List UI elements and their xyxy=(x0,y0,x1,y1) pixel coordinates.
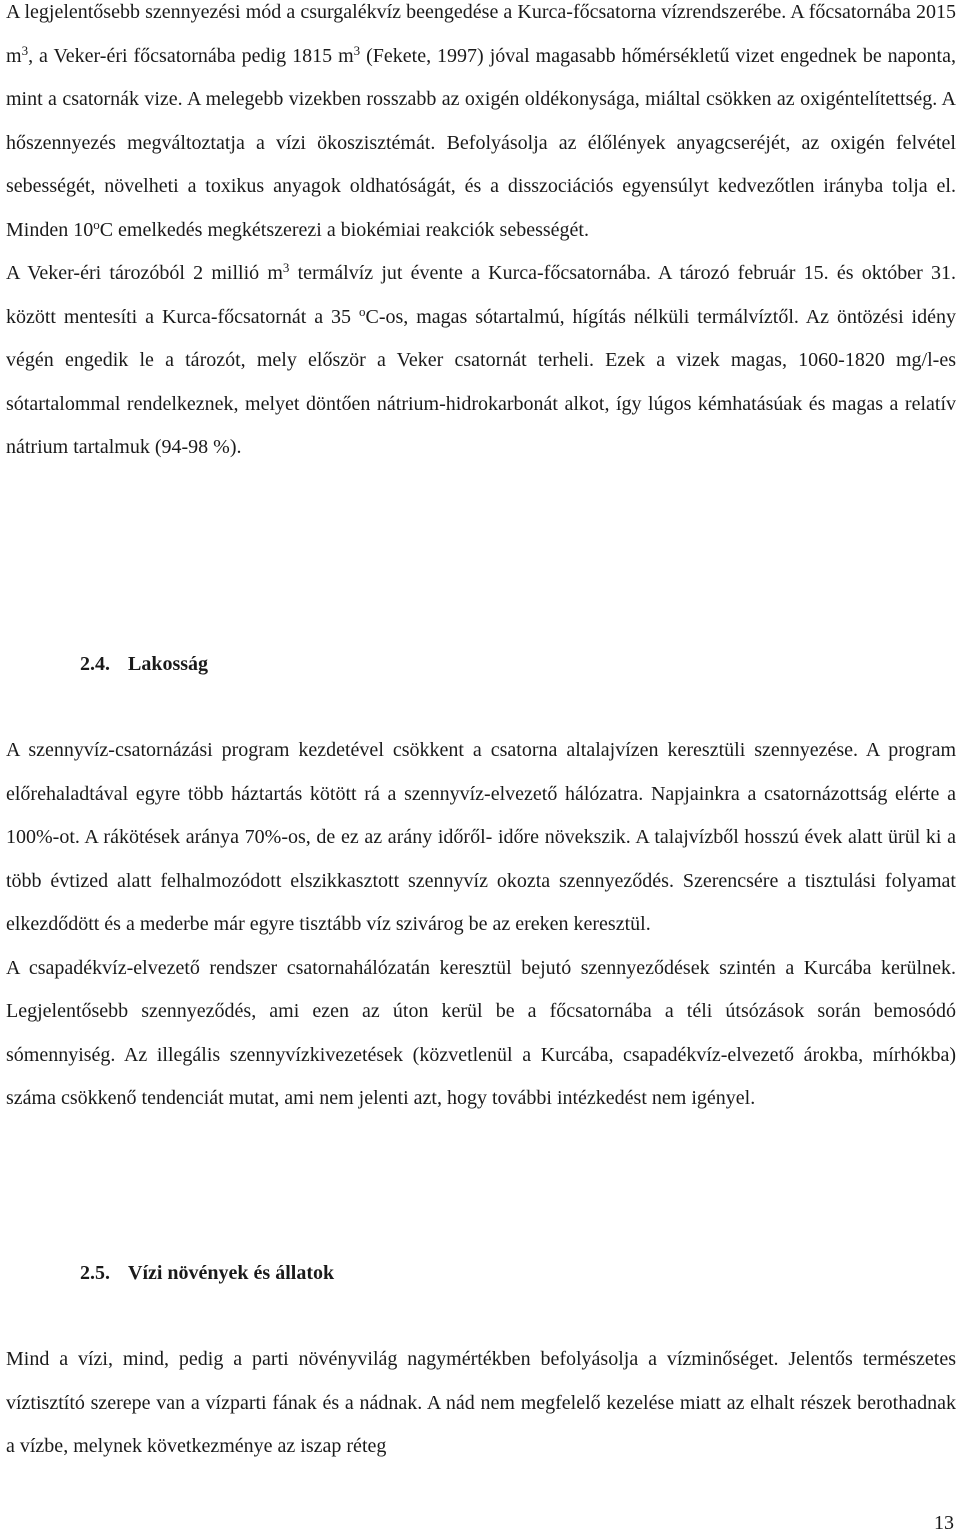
superscript: o xyxy=(358,303,366,319)
text-run: , a Veker-éri főcsatornába pedig 1815 m xyxy=(28,44,354,67)
superscript: 3 xyxy=(353,42,361,58)
text-run: (Fekete, 1997) jóval magasabb hőmérsékletű vizet engednek be naponta, mint a csatornák vize. A melegebb vizekben rosszabb az oxigén oldékonysága, miáltal csökken az oxigéntelítettség. A hőszennyezés megváltoztatja a vízi ökoszisztémát. Befolyásolja az élőlények anyagcseréjét, az oxigén felvétel sebességét, növelheti a toxikus anyagok oldhatóságát, és a disszociációs egyensúlyt kedvezőtlen irányba tolja el. Minden 10 xyxy=(6,44,956,241)
paragraph-leachate xyxy=(6,0,956,252)
paragraph-vegetation: Mind a vízi, mind, pedig a parti növényvilág nagymértékben befolyásolja a vízminőséget. Jelentős természetes víztisztító szerepe van a vízparti fának és a nádnak. A nád nem megfelelő kezelése miatt az elhalt részek berothadnak a vízbe, melynek következménye az iszap réteg xyxy=(6,1348,956,1457)
paragraph-sewerage: A szennyvíz-csatornázási program kezdetével csökkent a csatorna altalajvízen keresztüli szennyezése. A program előrehaladtával egyre több háztartás kötött rá a szennyvíz-elvezető hálózatra. Napjainkra a csatornázottság elérte a 100%-ot. A rákötések aránya 70%-os, de ez az arány időről- időre növekszik. A talajvízből hosszú évek alatt ürül ki a több évtized alatt felhalmozódott elszikkasztott szennyvíz okozta szennyeződés. Szerencsére a tisztulási folyamat elkezdődött és a mederbe már egyre tisztább víz szivárog be az ereken keresztül. xyxy=(6,739,956,935)
section-number: 2.4. xyxy=(80,653,110,675)
paragraph-reservoir xyxy=(6,252,956,470)
section-heading-population xyxy=(80,649,208,679)
page-number: 13 xyxy=(934,1512,954,1534)
section-title: Lakosság xyxy=(128,653,209,675)
superscript: 3 xyxy=(21,42,29,58)
text-run: C-os, magas sótartalmú, hígítás nélküli termálvíztől. Az öntözési idény végén engedik le a tározót, mely először a Veker csatornát terheli. Ezek a vizek magas, 1060-1820 mg/l-es sótartalommal rendelkeznek, melyet döntően nátrium-hidrokarbonát alkot, így lúgos kémhatásúak és magas a relatív nátrium tartalmuk (94-98 %). xyxy=(6,305,956,458)
section-heading-aquatic-life xyxy=(80,1258,334,1288)
paragraph-stormwater: A csapadékvíz-elvezető rendszer csatornahálózatán keresztül bejutó szennyeződések szintén a Kurcába kerülnek. Legjelentősebb szennyeződés, ami ezen az úton kerül be a főcsatornába a téli útsózások során bemosódó sómennyiség. Az illegális szennyvízkivezetések (közvetlenül a Kurcába, csapadékvíz-elvezető árokba, mírhókba) száma csökkenő tendenciát mutat, ami nem jelenti azt, hogy további intézkedést nem igényel. xyxy=(6,956,956,1109)
text-run: termálvíz jut évente a Kurca-főcsatornába. A tározó február 15. és október 31. között mentesíti a Kurca-főcsatornát a 35 xyxy=(6,262,957,328)
section-aquatic-life xyxy=(6,1338,956,1469)
text-run: C emelkedés megkétszerezi a biokémiai reakciók sebességét. xyxy=(99,218,589,241)
text-run: A legjelentősebb szennyezési mód a csurgalékvíz beengedése a Kurca-főcsatorna vízrendszerébe. A főcsatornába 2015 m xyxy=(6,1,956,67)
section-thermal-pollution xyxy=(6,0,956,470)
section-title: Vízi növények és állatok xyxy=(128,1262,335,1284)
section-number: 2.5. xyxy=(80,1262,110,1284)
text-run: A Veker-éri tározóból 2 millió m xyxy=(6,262,283,284)
superscript: o xyxy=(93,216,100,232)
section-population xyxy=(6,729,956,1121)
superscript: 3 xyxy=(282,260,290,275)
